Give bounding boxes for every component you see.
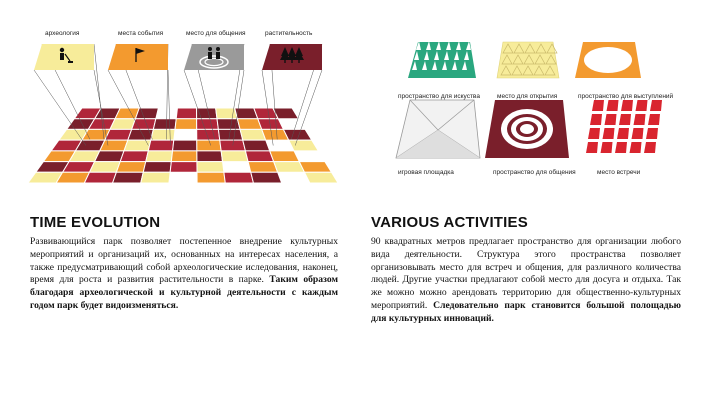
grid-cell bbox=[299, 162, 331, 173]
grid-cell bbox=[248, 162, 278, 173]
grid-cell bbox=[224, 172, 254, 183]
grid-cell bbox=[245, 151, 273, 162]
grid-cell bbox=[100, 140, 128, 151]
grid-cell bbox=[116, 162, 145, 173]
tile-meeting-place-square bbox=[601, 142, 613, 153]
grid-cell bbox=[270, 151, 300, 162]
tile-meeting-place-square bbox=[603, 128, 615, 139]
time-evolution-text: Развивающийся парк позволяет постепенное внедрение культурных мероприятий и организаций их, основанных на интересах населения, а также предусматривающий собой археологические иследования, наконец, время для роста и развития растительности в парке. bbox=[30, 236, 338, 286]
tile-meeting-place-square bbox=[590, 114, 602, 125]
grid-cell bbox=[216, 108, 238, 119]
grid-cell bbox=[143, 162, 171, 173]
grid-cell bbox=[148, 140, 174, 151]
grid-cell bbox=[56, 172, 89, 183]
tile-meeting-place-square bbox=[621, 100, 633, 111]
archaeology-icon bbox=[60, 48, 64, 52]
tile-meeting-place-square bbox=[605, 114, 617, 125]
trees-icon bbox=[291, 60, 292, 63]
tile-meeting-place-square bbox=[646, 128, 658, 139]
archaeology-icon bbox=[60, 53, 64, 60]
connector-line bbox=[34, 70, 86, 146]
grid-cell bbox=[197, 140, 221, 151]
grid-cell bbox=[220, 140, 246, 151]
tile-meeting-place-square bbox=[636, 100, 648, 111]
tile-meeting-place-square bbox=[644, 142, 656, 153]
tile-meeting-place-square bbox=[617, 128, 629, 139]
tile-meeting-place-square bbox=[615, 142, 627, 153]
various-activities-text: 90 квадратных метров предлагает пространство для организации любого вида деятельности. Структура этого пространства позволяет организовывать место для встреч и общения, для различного количества людей. Другие участки предлагают собой место для досуга и отдыха. Так же можно можно арендовать территорию для общественно-культурных мероприятий. bbox=[371, 236, 681, 311]
grid-cell bbox=[305, 172, 338, 183]
category-label-communication: место для общения bbox=[186, 30, 246, 37]
grid-cell bbox=[197, 151, 223, 162]
grid-cell bbox=[153, 119, 176, 130]
tile-label-playground: игровая площадка bbox=[398, 169, 454, 176]
people-icon bbox=[208, 52, 212, 59]
tile-meeting-place-square bbox=[634, 114, 646, 125]
tile-label-communication-space: пространство для общения bbox=[493, 169, 576, 176]
tile-meeting-place-square bbox=[630, 142, 642, 153]
time-evolution-paragraph bbox=[30, 236, 338, 313]
grid-cell bbox=[197, 172, 225, 183]
trees-icon bbox=[284, 60, 285, 63]
tile-label-art-space: пространство для искуства bbox=[398, 93, 480, 100]
grid-cell bbox=[95, 151, 124, 162]
grid-cell bbox=[176, 108, 196, 119]
heading-various-activities: VARIOUS ACTIVITIES bbox=[371, 214, 528, 231]
people-icon bbox=[216, 52, 220, 59]
tile-meeting-place-square bbox=[607, 100, 619, 111]
category-label-archaeology: археология bbox=[45, 30, 80, 37]
grid-cell bbox=[197, 119, 219, 130]
tile-performance-space-stage bbox=[584, 47, 632, 73]
grid-cell bbox=[132, 119, 156, 130]
grid-cell bbox=[251, 172, 282, 183]
grid-cell bbox=[218, 129, 242, 140]
grid-cell bbox=[135, 108, 158, 119]
grid-cell bbox=[243, 140, 270, 151]
tile-meeting-place-square bbox=[632, 128, 644, 139]
tile-label-performance-space: пространство для выступлений bbox=[578, 93, 674, 100]
time-evolution-conclusion: Таким образом благодаря археологической и культурной деятельности с каждым годом парк будет видоизменяться. bbox=[30, 274, 338, 311]
tile-meeting-place-square bbox=[592, 100, 604, 111]
people-icon bbox=[208, 47, 212, 51]
grid-cell bbox=[146, 151, 173, 162]
tile-meeting-place-square bbox=[650, 100, 662, 111]
grid-cell bbox=[289, 140, 319, 151]
grid-cell bbox=[105, 129, 132, 140]
tile-meeting-place-square bbox=[586, 142, 598, 153]
grid-cell bbox=[89, 162, 120, 173]
various-activities-conclusion: Следовательно парк становится большой полощадью для культурных инноваций. bbox=[371, 299, 681, 324]
grid-cell bbox=[124, 140, 151, 151]
tile-meeting-place-square bbox=[648, 114, 660, 125]
grid-cell bbox=[141, 172, 170, 183]
category-label-events: места события bbox=[118, 30, 164, 37]
trees-icon bbox=[298, 60, 299, 63]
grid-cell bbox=[197, 162, 224, 173]
grid-cell bbox=[113, 172, 144, 183]
grid-cell bbox=[170, 162, 197, 173]
category-tile bbox=[108, 44, 168, 70]
tile-label-opening-place: место для открытия bbox=[497, 93, 558, 100]
grid-cell bbox=[171, 151, 197, 162]
tile-meeting-place-square bbox=[588, 128, 600, 139]
tile-label-meeting-place: место встречи bbox=[597, 169, 641, 176]
category-label-vegetation: растительность bbox=[265, 30, 313, 37]
tile-meeting-place-square bbox=[619, 114, 631, 125]
grid-cell bbox=[84, 172, 116, 183]
grid-cell bbox=[120, 151, 148, 162]
tile-communication-space-ring bbox=[520, 124, 534, 134]
various-activities-paragraph bbox=[371, 236, 681, 326]
archaeology-icon bbox=[68, 61, 73, 63]
people-icon bbox=[216, 47, 220, 51]
grid-cell bbox=[151, 129, 175, 140]
heading-time-evolution: TIME EVOLUTION bbox=[30, 214, 161, 231]
grid-cell bbox=[221, 151, 248, 162]
grid-cell bbox=[173, 140, 197, 151]
grid-cell bbox=[110, 119, 136, 130]
grid-cell bbox=[175, 119, 197, 130]
